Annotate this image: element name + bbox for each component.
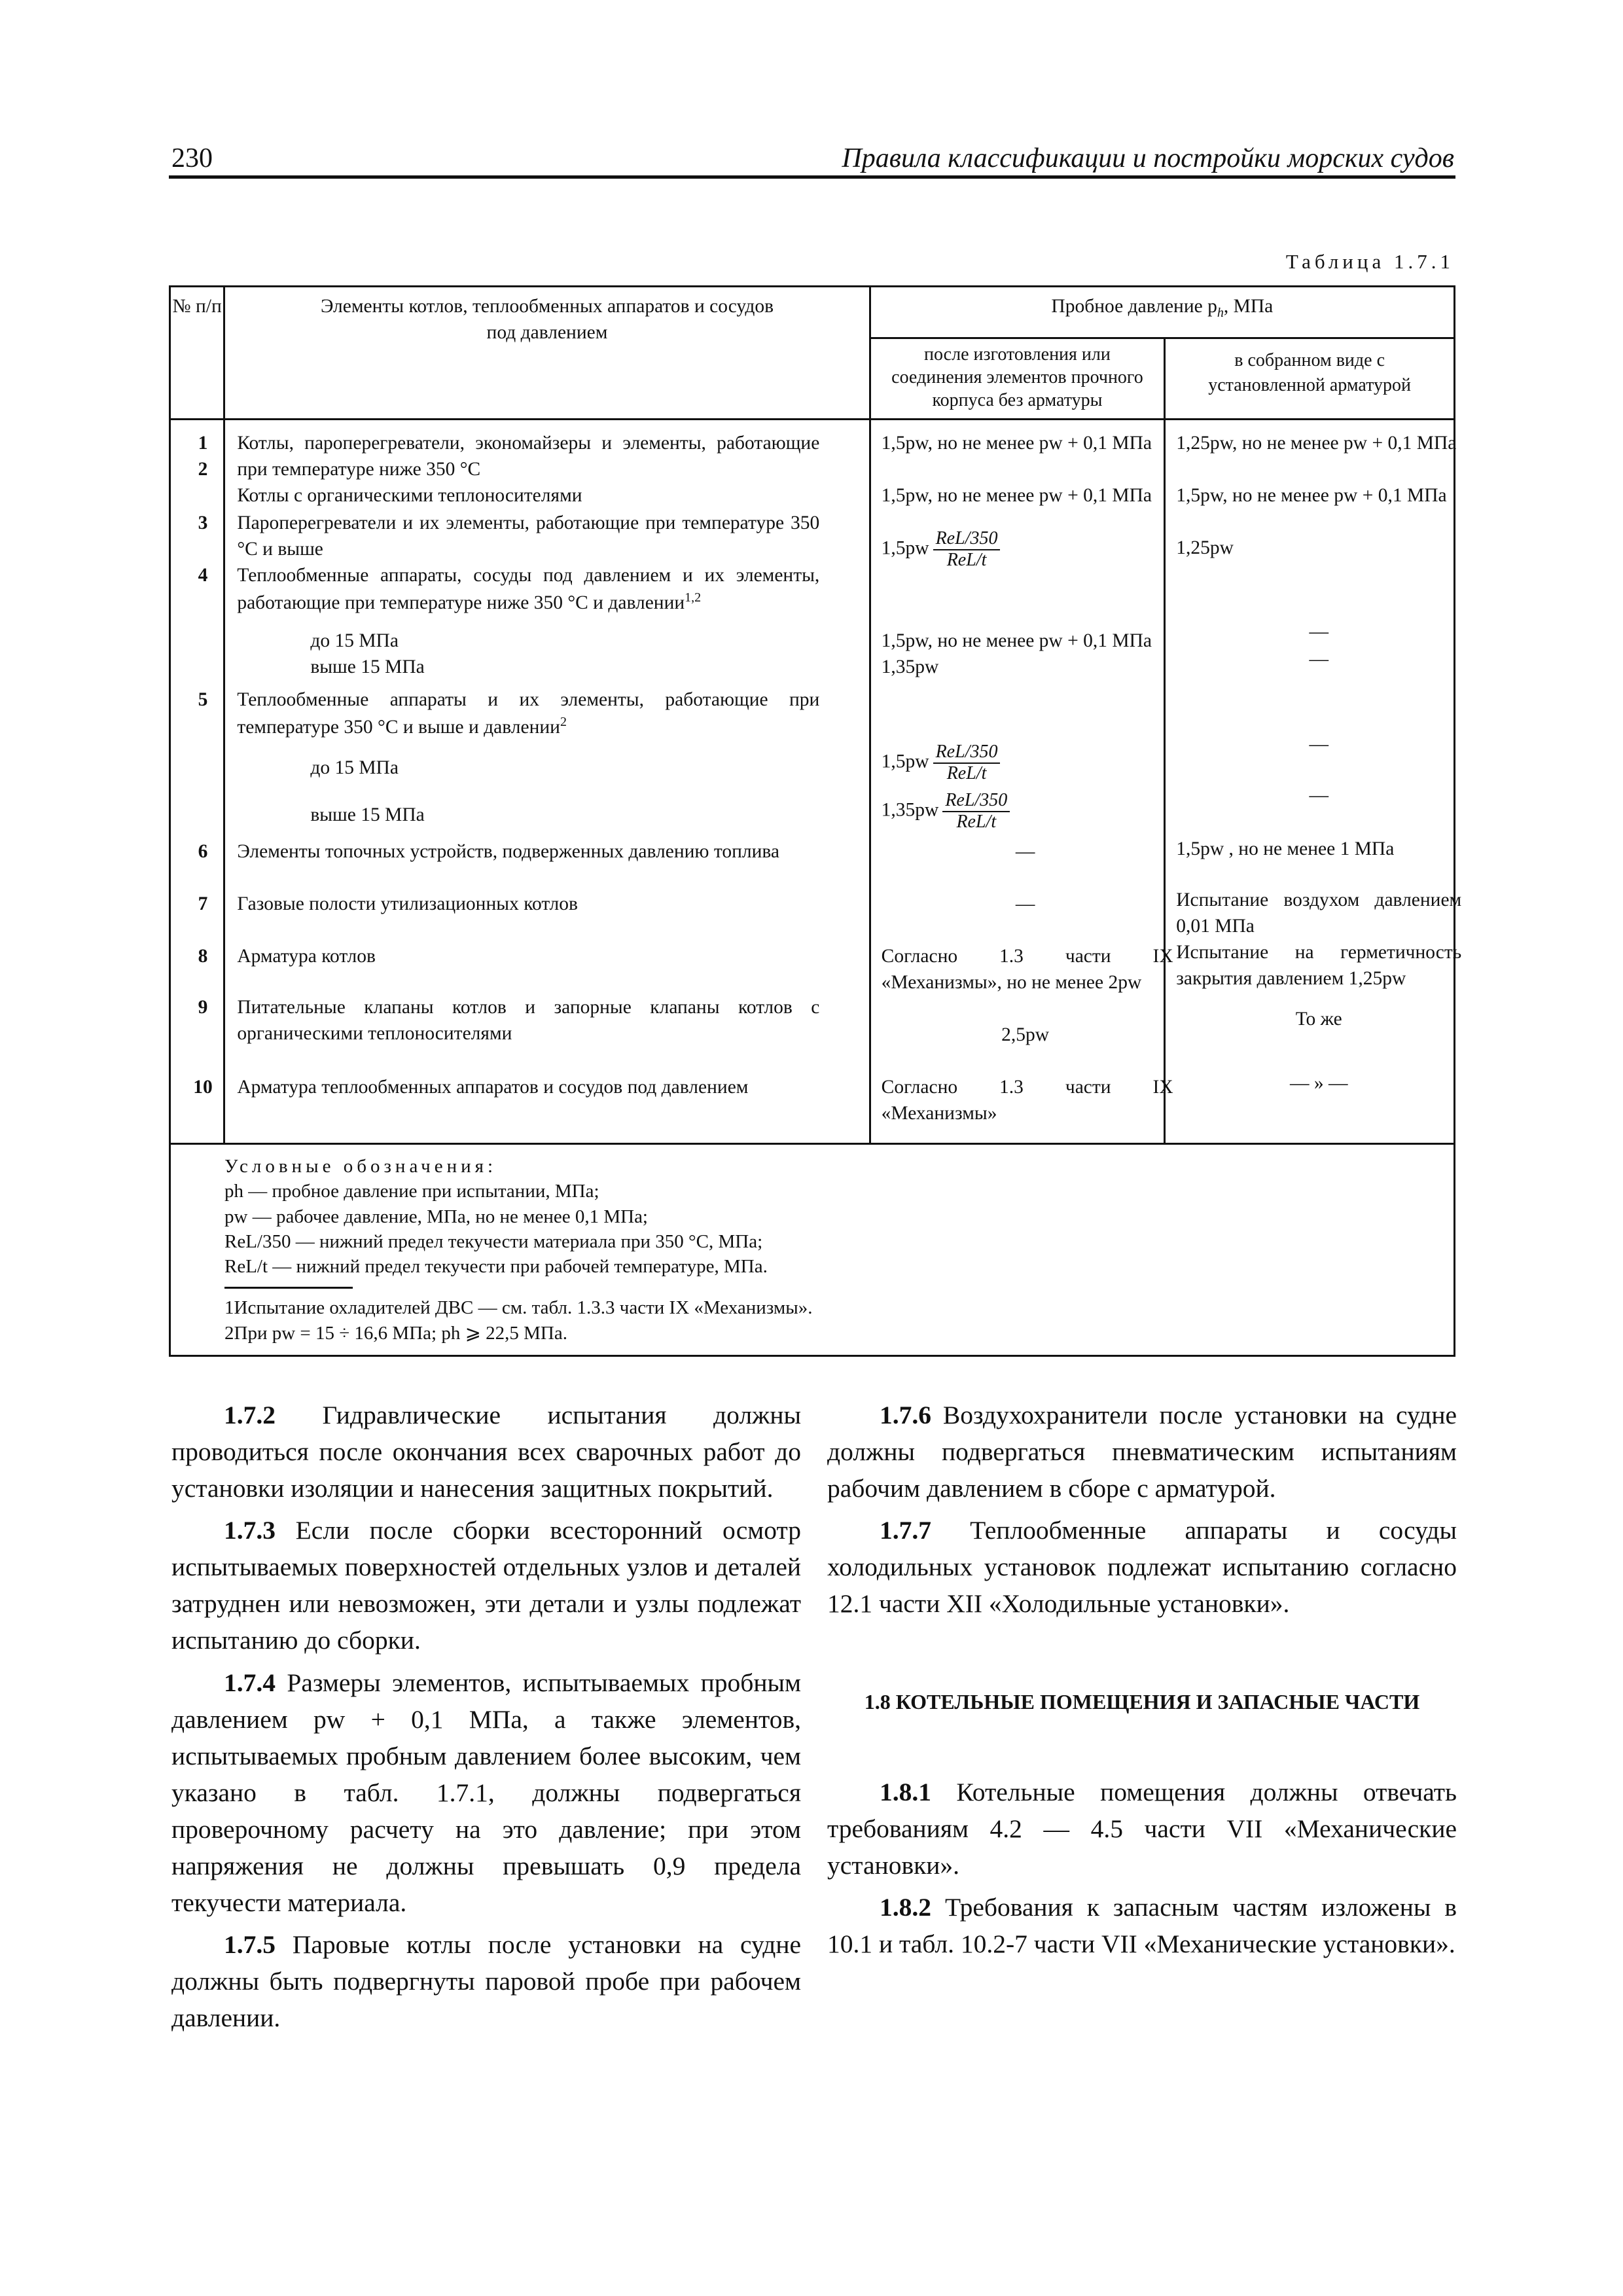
pressure-value: 1,5pw, но не менее pw + 0,1 МПа (881, 485, 1152, 506)
element-text: Газовые полости утилизационных котлов (237, 893, 578, 914)
element-text: Котлы с органическими теплоносителями (237, 485, 582, 506)
table-legend (170, 1144, 1455, 1356)
paragraph-1-7-4: 1.7.4 Размеры элементов, испытываемых пробным давлением pw + 0,1 МПа, а также элементов, испытываемых пробным давлением более высоким, чем указано в табл. 1.7.1, должны подвергаться проверочному расчету на это давление; при этом напряжения не должны превышать 0,9 предела текучести материала. (171, 1668, 801, 1918)
section-heading-1-8: 1.8 КОТЕЛЬНЫЕ ПОМЕЩЕНИЯ И ЗАПАСНЫЕ ЧАСТИ (864, 1690, 1420, 1714)
fraction: $\frac{\text{ReL/350}}{\text{ReL/t}}$ (933, 529, 1001, 571)
row-number: 10 (193, 1077, 213, 1098)
elements-column (224, 420, 870, 1144)
paragraph-1-7-6: 1.7.6 Воздухохранители после установки на судне должны подвергаться пневматическим испытаниям рабочим давлением в сборе с арматурой. (827, 1401, 1457, 1503)
row-number: 1 (198, 433, 208, 454)
assembled-column (1165, 420, 1462, 1144)
element-subitem: выше 15 МПа (310, 656, 425, 677)
test-pressure-table (169, 285, 1462, 1357)
pressure-value: — (1309, 734, 1329, 755)
col-header-after-mfg: после изготовления или соединения элементов прочного корпуса без арматуры (870, 338, 1165, 420)
element-text: Теплообменные аппараты и их элементы, работающие при температуре 350 °C и выше и давлении$^2$ (237, 689, 820, 738)
footnote-2: 2При pw = 15 ÷ 16,6 МПа; ph ⩾ 22,5 МПа. (224, 1322, 567, 1344)
page-number: 230 (171, 143, 213, 173)
col-header-pressure: Пробное давление $p_h$, МПа (870, 287, 1454, 338)
footnote-rule (224, 1287, 353, 1289)
row-number: 8 (198, 946, 208, 967)
pressure-value: 1,5pw , но не менее 1 МПа (1176, 838, 1395, 859)
row-number: 7 (198, 893, 208, 914)
pressure-value: Испытание воздухом давлением 0,01 МПа (1176, 889, 1462, 937)
paragraph-1-7-2: 1.7.2 Гидравлические испытания должны проводиться после окончания всех сварочных работ до установки изоляции и нанесения защитных покрытий. (171, 1401, 801, 1503)
legend-item: ph — пробное давление при испытании, МПа; (224, 1181, 599, 1202)
element-text: Пароперегреватели и их элементы, работающие при температуре 350 °C и выше (237, 512, 820, 560)
fraction: $\frac{\text{ReL/350}}{\text{ReL/t}}$ (933, 742, 1001, 784)
element-subitem: до 15 МПа (310, 630, 399, 651)
row-number: 6 (198, 841, 208, 862)
col-header-assembled: в собранном виде с установленной арматурой (1165, 338, 1455, 420)
pressure-value: — (1309, 785, 1329, 806)
pressure-value: 1,25pw, но не менее pw + 0,1 МПа (1176, 433, 1457, 454)
element-subitem: до 15 МПа (310, 757, 399, 778)
row-number: 5 (198, 689, 208, 710)
row-number: 9 (198, 997, 208, 1018)
paragraph-1-8-2: 1.8.2 Требования к запасным частям изложены в 10.1 и табл. 10.2-7 части VII «Механические установки». (827, 1893, 1457, 1959)
pressure-value: 1,35pw (881, 656, 939, 677)
row-number: 2 (198, 459, 208, 480)
paragraph-1-8-1: 1.8.1 Котельные помещения должны отвечать требованиям 4.2 — 4.5 части VII «Механические установки». (827, 1777, 1457, 1880)
element-text: Арматура теплообменных аппаратов и сосудов под давлением (237, 1077, 749, 1098)
pressure-value: 2,5pw (1001, 1024, 1050, 1045)
legend-item: ReL/350 — нижний предел текучести материала при 350 °C, МПа; (224, 1230, 763, 1252)
pressure-value: Согласно 1.3 части IX «Механизмы» (881, 1077, 1173, 1124)
element-subitem: выше 15 МПа (310, 804, 425, 825)
element-text: Теплообменные аппараты, сосуды под давлением и их элементы, работающие при температуре ниже 350 °C и давлении$^{1,2}$ (237, 565, 820, 613)
paragraph-1-7-3: 1.7.3 Если после сборки всесторонний осмотр испытываемых поверхностей отдельных узлов и деталей затруднен или невозможен, эти детали и узлы подлежат испытанию до сборки. (171, 1516, 801, 1655)
legend-item: pw — рабочее давление, МПа, но не менее 0,1 МПа; (224, 1206, 648, 1227)
footnote-1: 1Испытание охладителей ДВС — см. табл. 1.3.3 части IX «Механизмы». (224, 1297, 813, 1319)
col-header-no: № п/п (170, 287, 224, 420)
element-text: Арматура котлов (237, 946, 376, 967)
pressure-value: — (1015, 893, 1035, 914)
row-number: 3 (198, 512, 208, 533)
pressure-value: То же (1295, 1009, 1342, 1030)
pressure-value: — (1309, 621, 1329, 642)
legend-item: ReL/t — нижний предел текучести при рабочей температуре, МПа. (224, 1256, 768, 1278)
pressure-formula: 1,5pw $\frac{\text{ReL/350}}{\text{ReL/t}}$ (882, 529, 1173, 571)
element-text: Питательные клапаны котлов и запорные клапаны котлов с органическими теплоносителями (237, 997, 820, 1044)
pressure-value: 1,5pw, но не менее pw + 0,1 МПа (881, 630, 1152, 651)
paragraph-1-7-7: 1.7.7 Теплообменные аппараты и сосуды холодильных установок подлежат испытанию согласно 12.1 части XII «Холодильные установки». (827, 1516, 1457, 1619)
paragraph-1-7-5: 1.7.5 Паровые котлы после установки на судне должны быть подвергнуты паровой пробе при рабочем давлении. (171, 1930, 801, 2033)
pressure-value: 1,5pw, но не менее pw + 0,1 МПа (881, 433, 1152, 454)
fraction: $\frac{\text{ReL/350}}{\text{ReL/t}}$ (942, 791, 1010, 833)
pressure-formula: 1,35pw $\frac{\text{ReL/350}}{\text{ReL/t}}$ (882, 791, 1173, 833)
pressure-value: Испытание на герметичность закрытия давлением 1,25pw (1176, 942, 1462, 989)
pressure-value: — » — (1289, 1073, 1348, 1094)
numbers-column (170, 420, 224, 1144)
right-column (827, 1397, 1457, 1967)
pressure-value: — (1015, 841, 1035, 862)
element-text: Котлы, пароперегреватели, экономайзеры и элементы, работающие при температуре ниже 350 °C (237, 433, 820, 480)
col-header-elements: Элементы котлов, теплообменных аппаратов и сосудов под давлением (224, 287, 870, 420)
table-caption: Таблица 1.7.1 (1285, 250, 1454, 273)
element-text: Элементы топочных устройств, подверженных давлению топлива (237, 841, 780, 862)
pressure-formula: 1,5pw $\frac{\text{ReL/350}}{\text{ReL/t}}$ (882, 742, 1173, 784)
header-rule (169, 175, 1455, 179)
row-number: 4 (198, 565, 208, 586)
running-title: Правила классификации и постройки морских судов (842, 143, 1454, 173)
legend-title: Условные обозначения: (224, 1156, 497, 1177)
pressure-value: — (1309, 649, 1329, 670)
after-mfg-column (870, 420, 1173, 1144)
pressure-value: 1,5pw, но не менее pw + 0,1 МПа (1176, 485, 1447, 506)
pressure-value: 1,25pw (1176, 537, 1234, 558)
pressure-value: Согласно 1.3 части IX «Механизмы», но не менее 2pw (881, 946, 1173, 993)
left-column (171, 1397, 801, 2041)
